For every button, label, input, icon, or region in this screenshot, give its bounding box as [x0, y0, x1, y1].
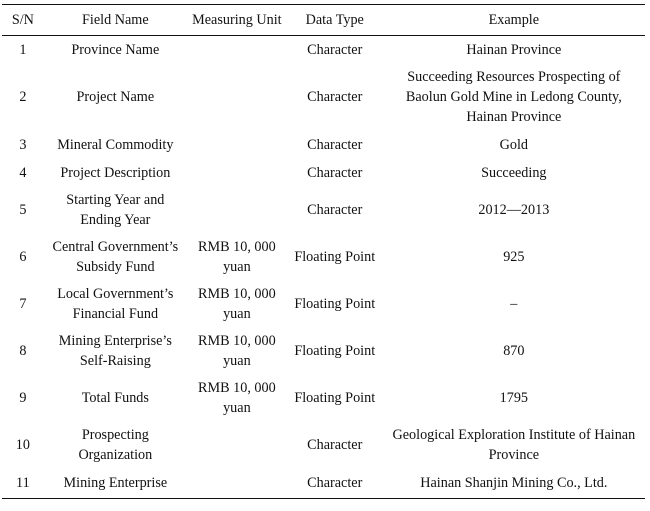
data-fields-table: [2, 4, 645, 499]
cell-field-name: Mineral Commodity: [57, 136, 174, 153]
cell-data-type: Character: [307, 475, 363, 492]
cell-data-type: Character: [307, 136, 363, 153]
table-row: [2, 281, 645, 328]
cell-measuring-unit: [187, 469, 287, 499]
cell-data-type: Floating Point: [294, 343, 376, 359]
cell-example: Hainan Shanjin Mining Co., Ltd.: [420, 475, 608, 492]
cell-measuring-unit: [187, 422, 287, 469]
page: [0, 4, 650, 499]
cell-measuring-unit: [187, 131, 287, 159]
cell-sn: 9: [19, 390, 27, 406]
cell-example: Hainan Province: [466, 41, 562, 58]
cell-measuring-unit: [187, 187, 287, 234]
cell-data-type: Character: [307, 164, 363, 181]
table-row: [2, 64, 645, 131]
cell-data-type: Character: [307, 89, 363, 105]
cell-measuring-unit: RMB 10, 000 yuan: [198, 239, 276, 275]
header-sn: S/N: [11, 12, 34, 28]
cell-measuring-unit: [187, 64, 287, 131]
cell-data-type: Floating Point: [294, 390, 376, 406]
cell-sn: 5: [19, 202, 27, 218]
cell-field-name: Local Government’s Financial Fund: [57, 286, 174, 322]
cell-data-type: Character: [307, 437, 363, 453]
cell-sn: 11: [16, 475, 30, 492]
cell-example: 870: [503, 343, 525, 359]
cell-measuring-unit: [187, 159, 287, 187]
cell-data-type: Character: [307, 202, 363, 218]
table-row: [2, 328, 645, 375]
header-measuring-unit: Measuring Unit: [192, 12, 282, 28]
cell-example: Succeeding: [481, 164, 547, 181]
header-data-type: Data Type: [305, 12, 364, 28]
cell-measuring-unit: RMB 10, 000 yuan: [198, 286, 276, 322]
cell-example: Gold: [499, 136, 529, 153]
cell-sn: 7: [19, 296, 27, 312]
cell-sn: 6: [19, 249, 27, 265]
cell-data-type: Floating Point: [294, 249, 376, 265]
cell-measuring-unit: RMB 10, 000 yuan: [198, 333, 276, 369]
cell-sn: 2: [19, 89, 27, 105]
cell-measuring-unit: RMB 10, 000 yuan: [198, 380, 276, 416]
table-row: [2, 422, 645, 469]
table-row: [2, 469, 645, 499]
cell-sn: 4: [19, 164, 27, 181]
table-row: [2, 375, 645, 422]
cell-measuring-unit: [187, 36, 287, 64]
header-example: Example: [488, 12, 540, 28]
table-row: [2, 131, 645, 159]
cell-example: –: [510, 296, 518, 312]
table-body: [2, 36, 645, 499]
table-row: [2, 36, 645, 64]
cell-field-name: Starting Year and Ending Year: [66, 192, 165, 228]
cell-field-name: Project Name: [76, 89, 155, 105]
cell-field-name: Prospecting Organization: [78, 427, 153, 463]
cell-sn: 10: [15, 437, 30, 453]
table-row: [2, 159, 645, 187]
cell-field-name: Mining Enterprise’s Self-Raising: [58, 333, 172, 369]
cell-field-name: Central Government’s Subsidy Fund: [52, 239, 179, 275]
header-field-name: Field Name: [82, 12, 149, 28]
cell-data-type: Character: [307, 41, 363, 58]
table-row: [2, 187, 645, 234]
cell-field-name: Project Description: [60, 164, 171, 181]
table-row: [2, 234, 645, 281]
header-row: [2, 5, 645, 36]
table-header: [2, 5, 645, 36]
cell-example: 2012—2013: [478, 202, 550, 218]
cell-field-name: Mining Enterprise: [63, 475, 168, 492]
cell-field-name: Total Funds: [81, 390, 149, 406]
cell-data-type: Floating Point: [294, 296, 376, 312]
cell-example: 925: [503, 249, 525, 265]
cell-sn: 8: [19, 343, 27, 359]
cell-field-name: Province Name: [71, 41, 160, 58]
cell-example: 1795: [499, 390, 529, 406]
cell-sn: 3: [19, 136, 27, 153]
cell-sn: 1: [19, 41, 27, 58]
cell-example: Succeeding Resources Prospecting of Baolun Gold Mine in Ledong County, Hainan Province: [405, 69, 622, 125]
cell-example: Geological Exploration Institute of Hainan Province: [392, 427, 636, 463]
